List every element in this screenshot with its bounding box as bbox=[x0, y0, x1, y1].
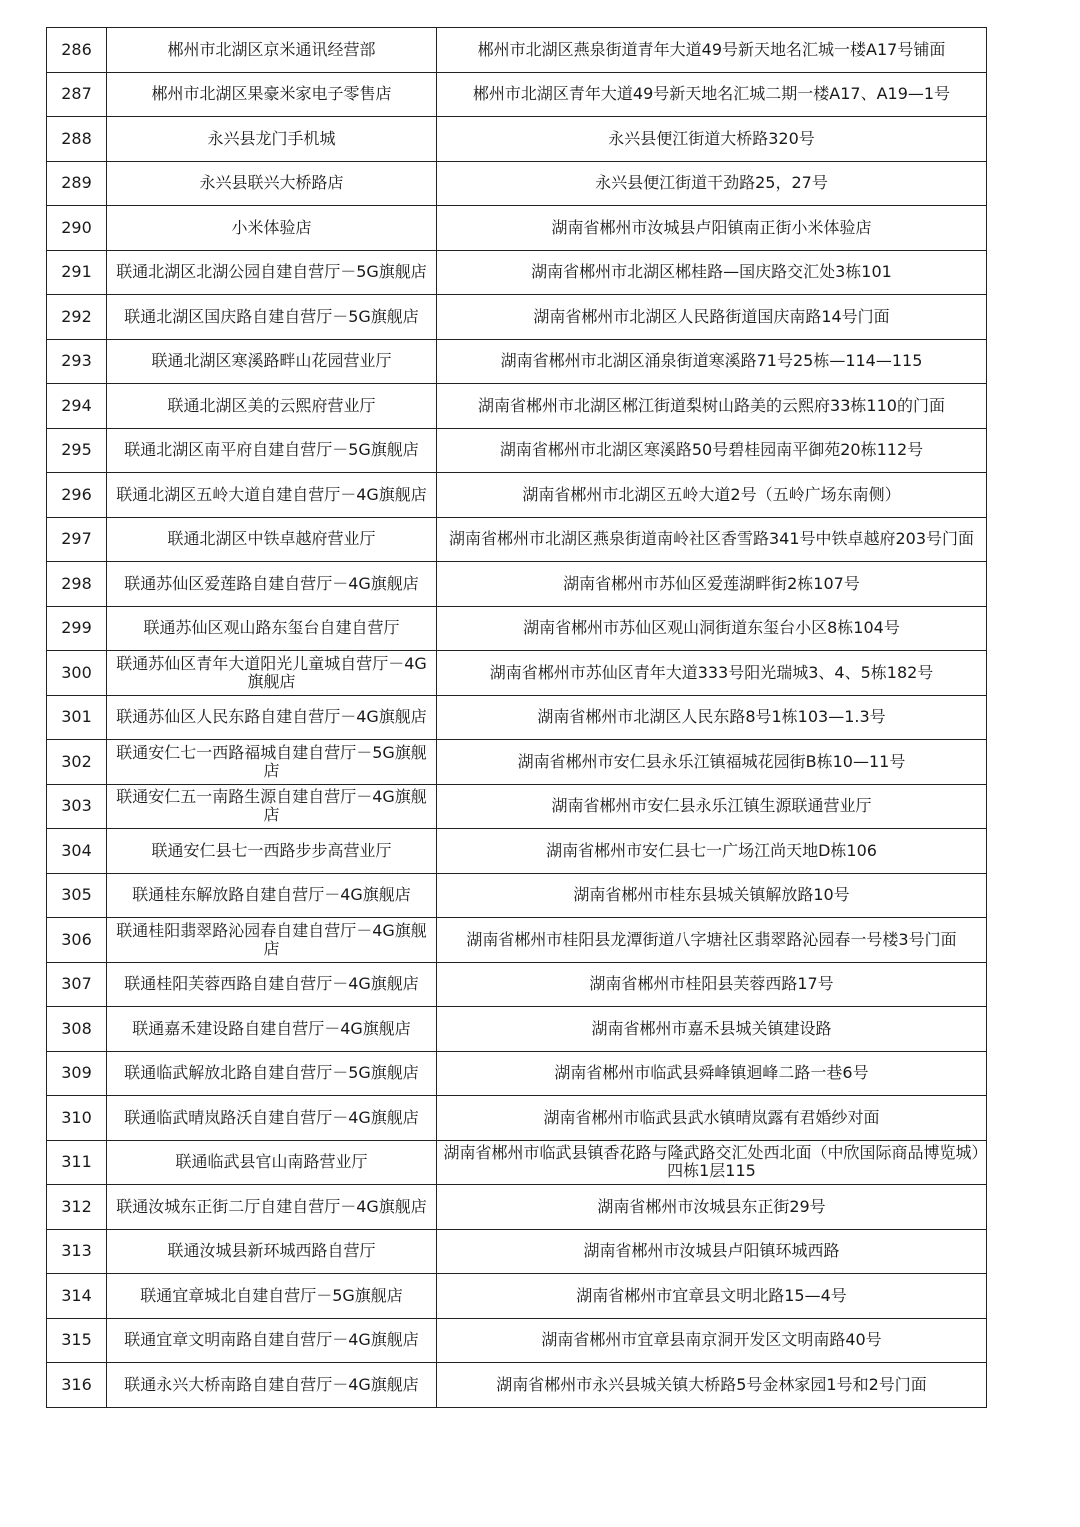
store-address: 湖南省郴州市北湖区人民路街道国庆南路14号门面 bbox=[437, 295, 987, 340]
store-address: 湖南省郴州市安仁县永乐江镇生源联通营业厅 bbox=[437, 784, 987, 829]
table-row bbox=[47, 28, 987, 73]
store-table bbox=[46, 27, 987, 1408]
row-number: 287 bbox=[47, 72, 107, 117]
store-address: 湖南省郴州市汝城县卢阳镇环城西路 bbox=[437, 1229, 987, 1274]
store-address: 湖南省郴州市宜章县南京洞开发区文明南路40号 bbox=[437, 1318, 987, 1363]
store-name: 联通安仁七一西路福城自建自营厅－5G旗舰店 bbox=[107, 740, 437, 785]
store-address: 郴州市北湖区燕泉街道青年大道49号新天地名汇城一楼A17号铺面 bbox=[437, 28, 987, 73]
row-number: 311 bbox=[47, 1140, 107, 1185]
store-address: 湖南省郴州市苏仙区观山洞街道东玺台小区8栋104号 bbox=[437, 606, 987, 651]
store-address: 湖南省郴州市桂阳县芙蓉西路17号 bbox=[437, 962, 987, 1007]
row-number: 289 bbox=[47, 161, 107, 206]
store-name: 联通北湖区寒溪路畔山花园营业厅 bbox=[107, 339, 437, 384]
store-name: 联通苏仙区人民东路自建自营厅－4G旗舰店 bbox=[107, 695, 437, 740]
row-number: 301 bbox=[47, 695, 107, 740]
store-address: 郴州市北湖区青年大道49号新天地名汇城二期一楼A17、A19—1号 bbox=[437, 72, 987, 117]
store-name: 联通北湖区国庆路自建自营厅－5G旗舰店 bbox=[107, 295, 437, 340]
row-number: 294 bbox=[47, 384, 107, 429]
table-row bbox=[47, 784, 987, 829]
table-row bbox=[47, 1229, 987, 1274]
row-number: 303 bbox=[47, 784, 107, 829]
table-row bbox=[47, 72, 987, 117]
store-address: 湖南省郴州市苏仙区青年大道333号阳光瑞城3、4、5栋182号 bbox=[437, 651, 987, 696]
row-number: 297 bbox=[47, 517, 107, 562]
store-name: 郴州市北湖区果豪米家电子零售店 bbox=[107, 72, 437, 117]
table-row bbox=[47, 295, 987, 340]
row-number: 295 bbox=[47, 428, 107, 473]
table-row bbox=[47, 918, 987, 963]
store-name: 联通北湖区美的云熙府营业厅 bbox=[107, 384, 437, 429]
store-name: 联通安仁五一南路生源自建自营厅－4G旗舰店 bbox=[107, 784, 437, 829]
row-number: 315 bbox=[47, 1318, 107, 1363]
table-row bbox=[47, 384, 987, 429]
table-row bbox=[47, 1140, 987, 1185]
row-number: 288 bbox=[47, 117, 107, 162]
row-number: 291 bbox=[47, 250, 107, 295]
store-name: 联通北湖区北湖公园自建自营厅－5G旗舰店 bbox=[107, 250, 437, 295]
store-address: 湖南省郴州市汝城县卢阳镇南正街小米体验店 bbox=[437, 206, 987, 251]
table-row bbox=[47, 695, 987, 740]
store-name: 郴州市北湖区京米通讯经营部 bbox=[107, 28, 437, 73]
store-address: 湖南省郴州市北湖区郴江街道梨树山路美的云熙府33栋110的门面 bbox=[437, 384, 987, 429]
table-row bbox=[47, 740, 987, 785]
store-name: 联通汝城县新环城西路自营厅 bbox=[107, 1229, 437, 1274]
table-row bbox=[47, 339, 987, 384]
table-row bbox=[47, 117, 987, 162]
row-number: 316 bbox=[47, 1363, 107, 1408]
store-address: 湖南省郴州市北湖区五岭大道2号（五岭广场东南侧） bbox=[437, 473, 987, 518]
store-address: 湖南省郴州市北湖区郴桂路—国庆路交汇处3栋101 bbox=[437, 250, 987, 295]
row-number: 308 bbox=[47, 1007, 107, 1052]
store-name: 联通汝城东正街二厅自建自营厅－4G旗舰店 bbox=[107, 1185, 437, 1230]
table-row bbox=[47, 1096, 987, 1141]
table-row bbox=[47, 829, 987, 874]
store-name: 联通宜章文明南路自建自营厅－4G旗舰店 bbox=[107, 1318, 437, 1363]
store-address: 湖南省郴州市桂东县城关镇解放路10号 bbox=[437, 873, 987, 918]
store-address: 湖南省郴州市桂阳县龙潭街道八字塘社区翡翠路沁园春一号楼3号门面 bbox=[437, 918, 987, 963]
table-row bbox=[47, 1051, 987, 1096]
table-row bbox=[47, 873, 987, 918]
store-name: 永兴县联兴大桥路店 bbox=[107, 161, 437, 206]
row-number: 299 bbox=[47, 606, 107, 651]
row-number: 305 bbox=[47, 873, 107, 918]
table-row bbox=[47, 206, 987, 251]
table-row bbox=[47, 562, 987, 607]
table-row bbox=[47, 250, 987, 295]
row-number: 313 bbox=[47, 1229, 107, 1274]
row-number: 306 bbox=[47, 918, 107, 963]
store-name: 联通桂阳翡翠路沁园春自建自营厅－4G旗舰店 bbox=[107, 918, 437, 963]
store-address: 湖南省郴州市汝城县东正街29号 bbox=[437, 1185, 987, 1230]
table-row bbox=[47, 651, 987, 696]
store-address: 湖南省郴州市临武县镇香花路与隆武路交汇处西北面（中欣国际商品博览城）四栋1层115 bbox=[437, 1140, 987, 1185]
row-number: 312 bbox=[47, 1185, 107, 1230]
store-name: 联通宜章城北自建自营厅－5G旗舰店 bbox=[107, 1274, 437, 1319]
store-name: 永兴县龙门手机城 bbox=[107, 117, 437, 162]
row-number: 298 bbox=[47, 562, 107, 607]
store-address: 湖南省郴州市北湖区寒溪路50号碧桂园南平御苑20栋112号 bbox=[437, 428, 987, 473]
table-row bbox=[47, 428, 987, 473]
store-address: 湖南省郴州市北湖区涌泉街道寒溪路71号25栋—114—115 bbox=[437, 339, 987, 384]
table-row bbox=[47, 1274, 987, 1319]
store-address: 湖南省郴州市嘉禾县城关镇建设路 bbox=[437, 1007, 987, 1052]
table-row bbox=[47, 473, 987, 518]
row-number: 300 bbox=[47, 651, 107, 696]
store-name: 联通北湖区南平府自建自营厅－5G旗舰店 bbox=[107, 428, 437, 473]
store-name: 联通临武解放北路自建自营厅－5G旗舰店 bbox=[107, 1051, 437, 1096]
store-name: 联通桂东解放路自建自营厅－4G旗舰店 bbox=[107, 873, 437, 918]
store-name: 联通临武晴岚路沃自建自营厅－4G旗舰店 bbox=[107, 1096, 437, 1141]
store-name: 联通临武县官山南路营业厅 bbox=[107, 1140, 437, 1185]
table-row bbox=[47, 1185, 987, 1230]
store-name: 联通苏仙区观山路东玺台自建自营厅 bbox=[107, 606, 437, 651]
store-address: 湖南省郴州市安仁县永乐江镇福城花园街B栋10—11号 bbox=[437, 740, 987, 785]
store-address: 湖南省郴州市苏仙区爱莲湖畔街2栋107号 bbox=[437, 562, 987, 607]
row-number: 309 bbox=[47, 1051, 107, 1096]
table-row bbox=[47, 606, 987, 651]
table-row bbox=[47, 517, 987, 562]
store-name: 联通苏仙区爱莲路自建自营厅－4G旗舰店 bbox=[107, 562, 437, 607]
store-name: 联通安仁县七一西路步步高营业厅 bbox=[107, 829, 437, 874]
store-name: 联通北湖区中铁卓越府营业厅 bbox=[107, 517, 437, 562]
row-number: 286 bbox=[47, 28, 107, 73]
table-row bbox=[47, 1007, 987, 1052]
table-row bbox=[47, 1363, 987, 1408]
row-number: 293 bbox=[47, 339, 107, 384]
store-address: 湖南省郴州市宜章县文明北路15—4号 bbox=[437, 1274, 987, 1319]
store-name: 联通桂阳芙蓉西路自建自营厅－4G旗舰店 bbox=[107, 962, 437, 1007]
store-table-body bbox=[47, 28, 987, 1408]
store-address: 湖南省郴州市临武县武水镇晴岚露有君婚纱对面 bbox=[437, 1096, 987, 1141]
store-address: 湖南省郴州市北湖区人民东路8号1栋103—1.3号 bbox=[437, 695, 987, 740]
store-address: 湖南省郴州市北湖区燕泉街道南岭社区香雪路341号中铁卓越府203号门面 bbox=[437, 517, 987, 562]
row-number: 296 bbox=[47, 473, 107, 518]
row-number: 307 bbox=[47, 962, 107, 1007]
store-name: 联通苏仙区青年大道阳光儿童城自营厅－4G旗舰店 bbox=[107, 651, 437, 696]
row-number: 310 bbox=[47, 1096, 107, 1141]
store-name: 联通北湖区五岭大道自建自营厅－4G旗舰店 bbox=[107, 473, 437, 518]
table-row bbox=[47, 1318, 987, 1363]
store-address: 永兴县便江街道干劲路25，27号 bbox=[437, 161, 987, 206]
row-number: 314 bbox=[47, 1274, 107, 1319]
row-number: 304 bbox=[47, 829, 107, 874]
store-address: 湖南省郴州市永兴县城关镇大桥路5号金林家园1号和2号门面 bbox=[437, 1363, 987, 1408]
row-number: 292 bbox=[47, 295, 107, 340]
store-address: 湖南省郴州市安仁县七一广场江尚天地D栋106 bbox=[437, 829, 987, 874]
row-number: 302 bbox=[47, 740, 107, 785]
store-name: 小米体验店 bbox=[107, 206, 437, 251]
table-row bbox=[47, 962, 987, 1007]
store-list-sheet bbox=[46, 27, 986, 1408]
store-address: 湖南省郴州市临武县舜峰镇迴峰二路一巷6号 bbox=[437, 1051, 987, 1096]
store-name: 联通永兴大桥南路自建自营厅－4G旗舰店 bbox=[107, 1363, 437, 1408]
store-name: 联通嘉禾建设路自建自营厅－4G旗舰店 bbox=[107, 1007, 437, 1052]
row-number: 290 bbox=[47, 206, 107, 251]
table-row bbox=[47, 161, 987, 206]
store-address: 永兴县便江街道大桥路320号 bbox=[437, 117, 987, 162]
